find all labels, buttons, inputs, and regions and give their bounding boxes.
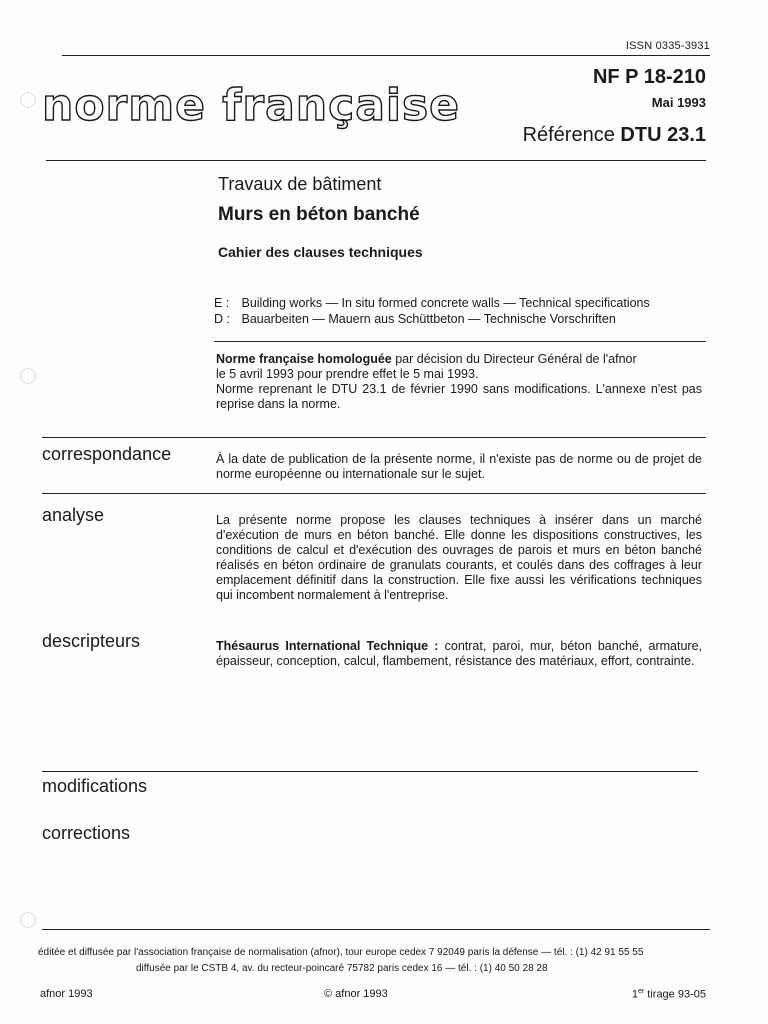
punch-hole-mark bbox=[20, 912, 36, 928]
section-rule-correspondance bbox=[42, 437, 706, 438]
correspondance-text: À la date de publication de la présente norme, il n'existe pas de norme ou de projet de norme européenne ou internationale sur le sujet. bbox=[216, 452, 702, 481]
norme-francaise-logo: norme française bbox=[42, 80, 461, 131]
translation-text: Bauarbeiten — Mauern aus Schüttbeton — Technische Vorschriften bbox=[241, 312, 616, 326]
descripteurs-bold-lead: Thésaurus International Technique : bbox=[216, 639, 439, 653]
nf-code: NF P 18-210 bbox=[592, 66, 706, 88]
homologation-block bbox=[216, 352, 702, 412]
section-label-correspondance: correspondance bbox=[42, 444, 172, 464]
section-label-descripteurs: descripteurs bbox=[42, 631, 141, 651]
homologation-line2: le 5 avril 1993 pour prendre effet le 5 mai 1993. bbox=[216, 367, 479, 381]
translation-code: D : bbox=[214, 312, 230, 326]
punch-hole-mark bbox=[20, 92, 36, 108]
reference-code: DTU 23.1 bbox=[620, 124, 706, 146]
section-label-modifications: modifications bbox=[42, 776, 148, 796]
section-rule-modifications bbox=[42, 771, 698, 772]
descripteurs-body: contrat, paroi, mur, béton banché, armature, épaisseur, conception, calcul, flambement, résistance des matériaux, effort, contrainte. bbox=[216, 639, 702, 668]
issn-number: ISSN 0335-3931 bbox=[625, 40, 710, 52]
footer-copyright: © afnor 1993 bbox=[324, 988, 388, 1000]
translation-english bbox=[214, 296, 650, 310]
homologation-line1-rest: par décision du Directeur Général de l'afnor bbox=[395, 352, 637, 366]
footer-print-run bbox=[632, 988, 706, 1001]
section-label-corrections: corrections bbox=[42, 823, 131, 843]
document-subtitle: Cahier des clauses techniques bbox=[218, 244, 423, 260]
publication-date: Mai 1993 bbox=[651, 95, 706, 110]
footer-left: afnor 1993 bbox=[40, 988, 93, 1000]
footer-rule bbox=[42, 929, 710, 930]
reference-prefix: Référence bbox=[522, 124, 615, 146]
descripteurs-text bbox=[216, 639, 702, 669]
translation-german bbox=[214, 312, 616, 326]
footer-distributor-line: diffusée par le CSTB 4, av. du recteur-poincaré 75782 paris cedex 16 — tél. : (1) 40 50 28 28 bbox=[136, 963, 548, 974]
homologation-bold-lead: Norme française homologuée bbox=[216, 352, 392, 366]
homologation-line1 bbox=[216, 352, 702, 367]
punch-hole-mark bbox=[20, 368, 36, 384]
reference-line bbox=[523, 124, 706, 147]
print-run-number: 1 bbox=[631, 988, 638, 1001]
print-run-rest: tirage 93-05 bbox=[647, 988, 706, 1001]
section-rule-analyse bbox=[42, 493, 706, 494]
document-title: Murs en béton banché bbox=[218, 204, 420, 225]
translation-code: E : bbox=[214, 296, 230, 310]
header-top-rule bbox=[62, 55, 710, 56]
homologation-note: Norme reprenant le DTU 23.1 de février 1990 sans modifications. L'annexe n'est pas reprise dans la norme. bbox=[216, 382, 702, 411]
document-category: Travaux de bâtiment bbox=[218, 174, 382, 194]
header-bottom-rule bbox=[46, 160, 706, 161]
homologation-rule bbox=[214, 341, 706, 342]
section-label-analyse: analyse bbox=[42, 505, 105, 525]
translation-text: Building works — In situ formed concrete walls — Technical specifications bbox=[241, 296, 650, 310]
footer-publisher-line: éditée et diffusée par l'association française de normalisation (afnor), tour europe cedex 7 92049 paris la défense — tél. : (1) 42 91 55 55 bbox=[38, 947, 644, 958]
analyse-text: La présente norme propose les clauses techniques à insérer dans un marché d'exécution de murs en béton banché. Elle donne les dispositions constructives, les conditions de calcul et d'exécution des ouvrages de parois et murs en béton banché réalisés en béton ordinaire de granulats courants, et coulés dans des coffrages à leur emplacement définitif dans la construction. Elle fixe aussi les vérifications techniques qui incombent normalement à l'entreprise. bbox=[216, 513, 702, 602]
print-run-sup: er bbox=[637, 988, 645, 995]
